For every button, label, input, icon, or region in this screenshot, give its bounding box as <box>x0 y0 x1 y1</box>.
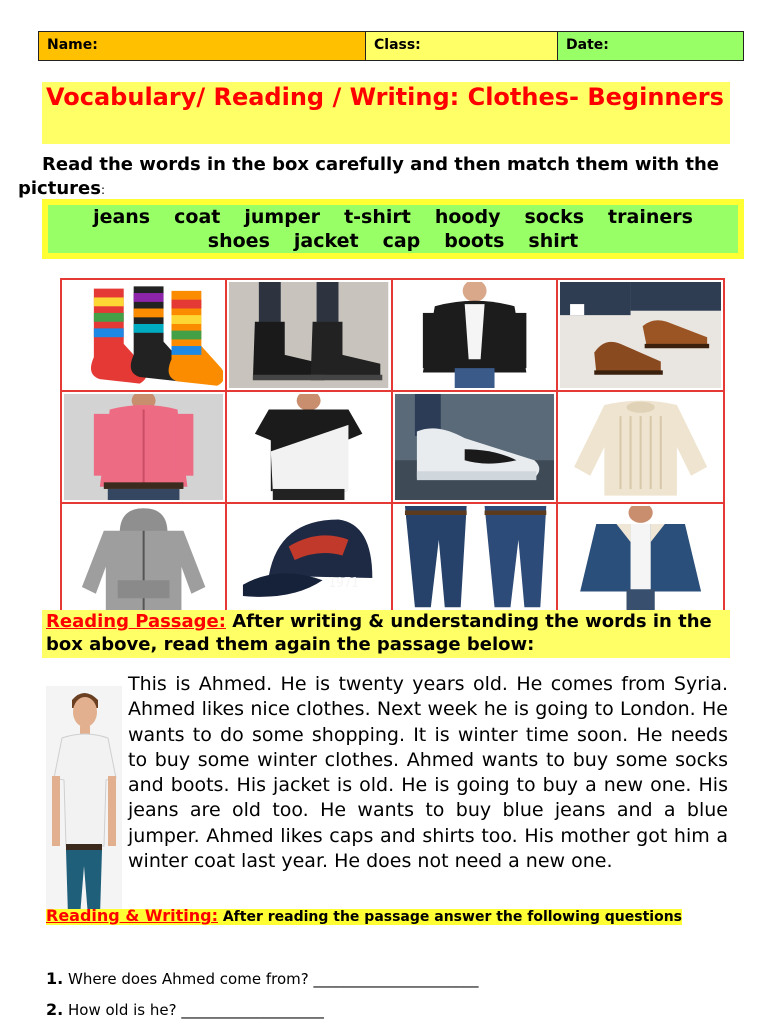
reading-passage-text: After writing & understanding the words in the box above, read them again the passage below: <box>46 611 712 655</box>
person-icon <box>46 686 122 918</box>
instruction-colon: : <box>100 183 105 197</box>
shirt-icon <box>64 394 223 500</box>
reading-passage-label: Reading Passage: <box>46 611 226 632</box>
word: boots <box>444 230 505 252</box>
ahmed-illustration <box>46 686 122 918</box>
picture-boots[interactable] <box>227 280 392 392</box>
hoody-icon <box>64 506 223 614</box>
date-label: Date: <box>566 37 609 53</box>
name-label: Name: <box>47 37 98 53</box>
reading-passage: This is Ahmed. He is twenty years old. He comes from Syria. Ahmed likes nice clothes. Next week he is going to London. He wants to do some shopping. It is winter time soon. He needs to buy some winter clothes. Ahmed wants to buy some socks and boots. His jacket is old. He is going to buy a new one. His jeans are old too. He wants to buy blue jeans and a blue jumper. Ahmed likes caps and shirts too. His mother got him a winter coat last year. He does not need a new one. <box>128 673 728 873</box>
word: cap <box>382 230 421 252</box>
name-field[interactable] <box>39 32 366 60</box>
date-field[interactable] <box>558 32 743 60</box>
picture-shoes[interactable] <box>558 280 723 392</box>
word: jumper <box>244 206 321 228</box>
jacket-icon <box>560 506 721 614</box>
word-line-1 <box>48 205 738 229</box>
picture-trainers[interactable] <box>393 392 558 504</box>
picture-jeans[interactable] <box>393 504 558 616</box>
question-text: Where does Ahmed come from? ______________________ <box>63 970 479 988</box>
word: coat <box>174 206 221 228</box>
word: trainers <box>608 206 693 228</box>
boots-icon <box>229 282 388 388</box>
word: socks <box>524 206 585 228</box>
picture-jacket[interactable] <box>558 504 723 616</box>
word: hoody <box>434 206 501 228</box>
picture-coat[interactable] <box>393 280 558 392</box>
word-line-2 <box>48 229 738 253</box>
question-number: 2. <box>46 1000 64 1019</box>
picture-grid <box>60 278 725 618</box>
worksheet-title: Vocabulary/ Reading / Writing: Clothes- Beginners <box>42 82 730 144</box>
instruction <box>18 153 758 202</box>
word-box-inner <box>48 205 738 253</box>
picture-cap[interactable] <box>227 504 392 616</box>
shoes-icon <box>560 282 721 388</box>
trainers-icon <box>395 394 554 500</box>
socks-icon <box>64 282 223 388</box>
picture-shirt[interactable] <box>62 392 227 504</box>
header-table <box>38 31 744 61</box>
jumper-icon <box>560 394 721 500</box>
reading-writing-label: Reading & Writing: <box>46 906 218 925</box>
instruction-text: Read the words in the box carefully and then match them with the pictures <box>18 154 719 199</box>
picture-hoody[interactable] <box>62 504 227 616</box>
cap-icon <box>229 506 388 614</box>
class-label: Class: <box>374 37 421 53</box>
word: t-shirt <box>344 206 411 228</box>
jeans-icon <box>395 506 554 614</box>
picture-jumper[interactable] <box>558 392 723 504</box>
reading-writing-instruction <box>46 901 730 932</box>
reading-passage-heading <box>42 610 730 658</box>
word-box <box>42 199 744 259</box>
word: jeans <box>93 206 151 228</box>
class-field[interactable] <box>366 32 558 60</box>
picture-socks[interactable] <box>62 280 227 392</box>
question-number: 1. <box>46 969 64 988</box>
picture-tshirt[interactable] <box>227 392 392 504</box>
word: jacket <box>293 230 359 252</box>
question-1[interactable] <box>46 969 478 988</box>
coat-icon <box>395 282 554 388</box>
svg-text:1971: 1971 <box>328 575 360 592</box>
word: shoes <box>207 230 270 252</box>
question-2[interactable] <box>46 1000 324 1019</box>
word: shirt <box>528 230 579 252</box>
question-text: How old is he? ___________________ <box>63 1001 324 1019</box>
reading-writing-text: After reading the passage answer the following questions <box>217 909 682 925</box>
tshirt-icon <box>229 394 388 500</box>
